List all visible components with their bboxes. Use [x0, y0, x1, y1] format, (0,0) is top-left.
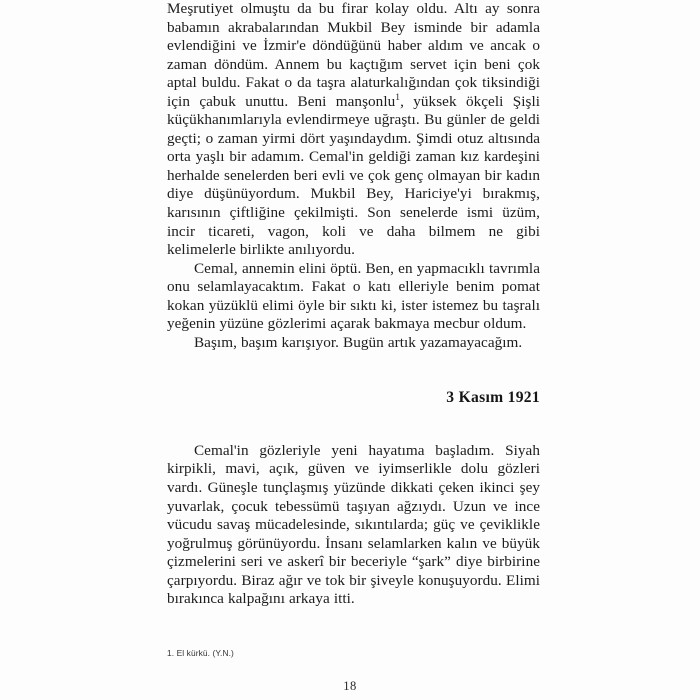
footnote-reference-marker[interactable]: 1: [395, 92, 401, 103]
paragraph-2: Cemal, annemin elini öptü. Ben, en yapmacıklı tavrımla onu selamlayacaktım. Fakat o katı elleriyle benim pomat kokan yüzüklü elimi öyle bir sıktı ki, ister istemez bu taşralı yeğenin yüzüne gözlerimi açarak bakmaya mecbur oldum.: [167, 259, 540, 333]
spacer-above-date-heading: [167, 352, 540, 389]
paragraph-1-text-after-footnote-ref: , yüksek ökçeli Şişli küçükhanımlarıyla evlendirmeye uğraştı. Bu günler de geldi geçti; o zaman yirmi dört yaşındaydım. Şimdi otuz altısında orta yaşlı bir adamım. Cemal'in geldiği zaman kız kardeşini herhalde senelerden beri evli ve çok genç olmayan bir kadın diye düşünüyordum. Mukbil Bey, Hariciye'yi bırakmış, karısının çiftliğine çekilmişti. Son senelerde ismi üzüm, incir ticareti, vagon, koli ve daha bilmem ne gibi kelimelerle birlikte anılıyordu.: [167, 92, 540, 259]
spacer-below-date-heading: [167, 408, 540, 442]
paragraph-3: Başım, başım karışıyor. Bugün artık yazamayacağım.: [194, 333, 523, 351]
paragraph-1: [167, 0, 540, 260]
date-heading: 3 Kasım 1921: [446, 389, 540, 407]
footnote-text: 1. El kürkü. (Y.N.): [167, 648, 234, 658]
paragraph-1-text-before-footnote-ref: Meşrutiyet olmuştu da bu firar kolay oldu. Altı ay sonra babamın akrabalarından Mukbil Bey isminde bir adamla evlendiğini ve İzmir'e döndüğünü haber aldım ve ancak o zaman döndüm. Annem bu kaçtığım servet için beni çok aptal buldu. Fakat o da taşra alaturkalığından çok tiksindiği için çabuk unuttu. Beni manşonlu: [167, 0, 540, 110]
paragraph-4: Cemal'in gözleriyle yeni hayatıma başladım. Siyah kirpikli, mavi, açık, güven ve iyimserlikle dolu gözleri vardı. Güneşle tunçlaşmış yüzünde dikkati çeken ikinci şey yuvarlak, çocuk tebessümü taşıyan ağzıydı. Uzun ve ince vücudu savaş mücadelesinde, sıkıntılarda; güç ve çeviklikle yoğrulmuş görünüyordu. İnsanı selamlarken kalın ve büyük çizmelerini seri ve askerî bir beceriyle “şark” diye birbirine çarpıyordu. Biraz ağır ve tok bir şiveyle konuşuyordu. Elimi bırakınca kalpağını arkaya itti.: [167, 441, 540, 608]
page-text-column: [167, 0, 540, 609]
page-number: 18: [343, 679, 357, 693]
